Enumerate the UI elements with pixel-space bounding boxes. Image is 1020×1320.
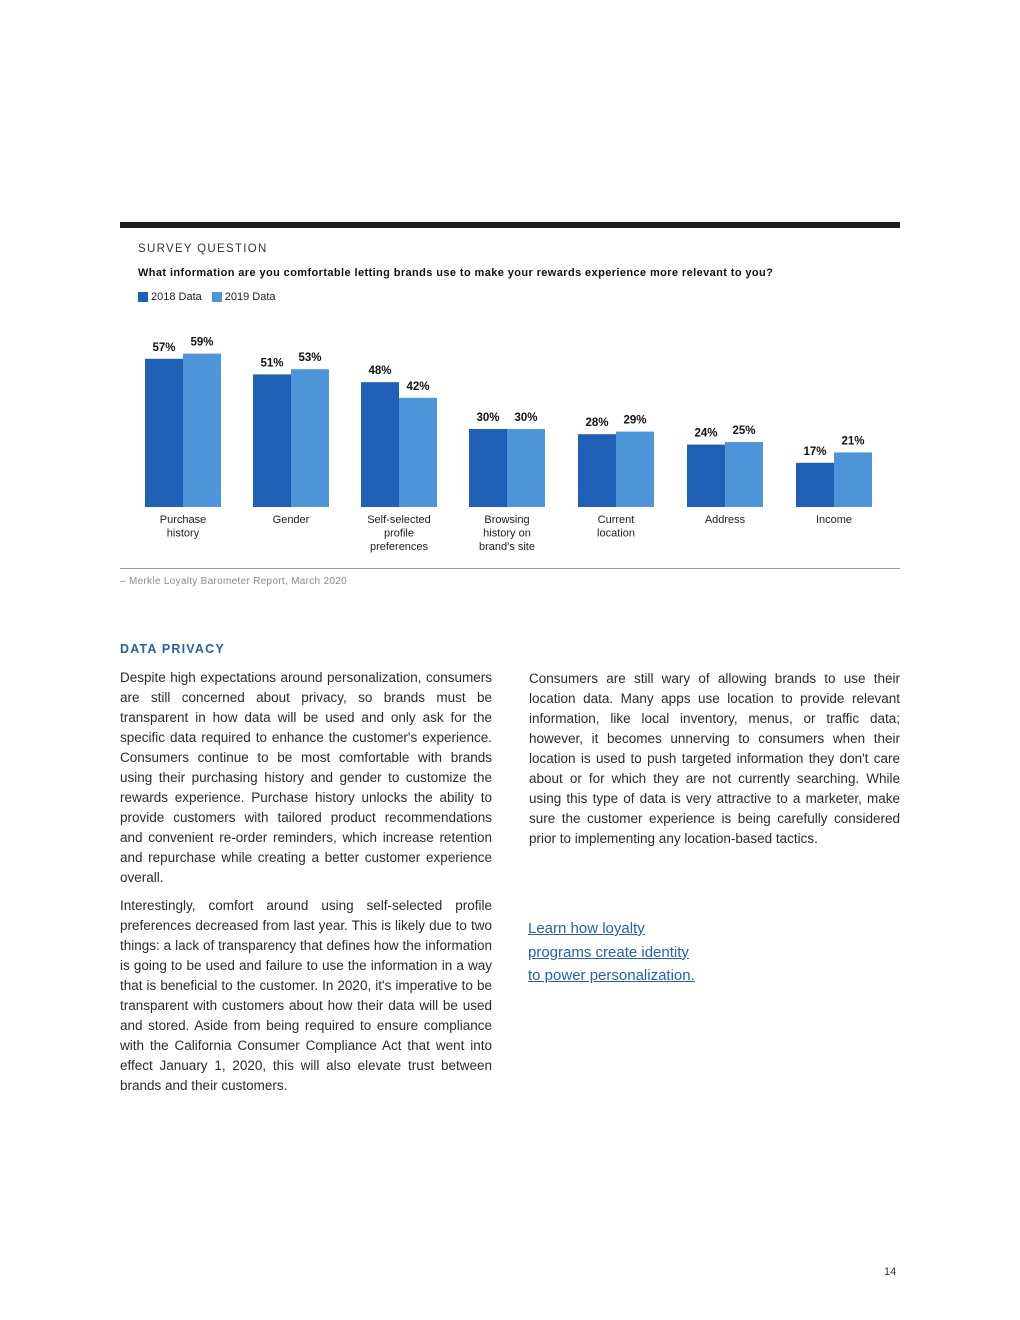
bar-4-1 [616,432,654,507]
bar-5-0 [687,445,725,507]
data-label-5-0: 24% [694,427,718,440]
bar-0-0 [145,359,183,507]
category-label-line: Income [815,514,853,526]
category-label-line: brand's site [479,541,535,553]
survey-question: What information are you comfortable letting brands use to make your rewards experience more relevant to you? [138,267,774,279]
data-label-2-0: 48% [368,365,392,378]
paragraph-location: Consumers are still wary of allowing brands to use their location data. Many apps use location to provide relevant information, like local inventory, menus, or traffic data; however, it becomes unnerving to consumers when their location is used to push targeted information they don't care about or for which they are not currently searching. While using this type of data is very attractive to a marketer, make sure the customer experience is being carefully considered prior to implementing any location-based tactics. [529,671,900,846]
category-label-1 [273,514,310,526]
bar-4-0 [578,434,616,507]
category-label-line: Self-selected [367,514,431,526]
section-heading: DATA PRIVACY [120,642,225,656]
category-label-line: preferences [369,541,429,553]
data-label-6-1: 21% [841,435,865,448]
bar-6-1 [834,452,872,507]
bar-0-1 [183,354,221,507]
data-label-3-0: 30% [476,412,500,424]
page-number: 14 [884,1266,897,1278]
bar-1-0 [253,374,291,507]
survey-eyebrow: SURVEY QUESTION [138,243,268,255]
category-label-line: history [166,527,200,540]
category-label-line: Gender [272,514,310,526]
source-citation: – Merkle Loyalty Barometer Report, March 2020 [120,576,347,587]
category-label-5 [705,514,746,526]
data-label-4-0: 28% [585,417,609,430]
bar-3-0 [469,429,507,507]
paragraph-personalization: Despite high expectations around personalization, consumers are still concerned about privacy, so brands must be transparent in how data will be used and only ask for the specific data required to enhance the customer's experience. Consumers continue to be most comfortable with brands using their purchasing history and gender to customize the rewards experience. Purchase history unlocks the ability to provide customers with tailored product recommendations and convenient re-order reminders, which increase retention and repurchase while creating a better customer experience overall. [120,670,492,885]
category-label-0 [160,514,206,540]
category-label-line: Address [704,514,746,526]
category-label-4 [597,514,635,540]
bar-1-1 [291,369,329,507]
category-label-6 [816,514,852,526]
paragraph-self-selected: Interestingly, comfort around using self-selected profile preferences decreased from last year. This is likely due to two things: a lack of transparency that defines how the information is going to be used and failure to use the information in a way that is beneficial to the customer. In 2020, it's imperative to be transparent with customers about how their data will be used and stored. Aside from being required to ensure compliance with the California Consumer Compliance Act that went into effect January 1, 2020, this will also elevate trust between brands and their customers. [120,898,492,1093]
bar-3-1 [507,429,545,507]
category-label-2 [367,514,431,553]
data-label-4-1: 29% [623,414,647,427]
data-label-5-1: 25% [732,425,756,437]
bar-2-1 [399,398,437,507]
bar-2-0 [361,382,399,507]
right-column [529,669,900,857]
left-column [120,668,492,1104]
data-label-3-1: 30% [514,412,538,424]
category-label-line: history on [483,527,531,540]
category-label-line: Purchase [159,514,207,526]
category-label-line: Browsing [484,514,530,526]
bar-6-0 [796,463,834,507]
data-label-1-1: 53% [298,352,322,365]
category-label-line: location [597,527,635,540]
legend-label-2019: 2019 Data [224,291,276,303]
bottom-rule [120,568,900,569]
data-label-2-1: 42% [406,380,430,393]
category-label-line: profile [384,527,414,540]
data-label-0-0: 57% [152,341,176,354]
category-label-line: Current [597,514,635,526]
bar-chart [0,0,1020,570]
data-label-0-1: 59% [190,336,214,349]
legend-label-2018: 2018 Data [151,291,202,303]
data-label-1-0: 51% [260,357,284,370]
learn-more-link[interactable]: Learn how loyalty programs create identity to power personalization. [528,920,695,984]
bar-5-1 [725,442,763,507]
category-label-3 [479,514,535,553]
data-label-6-0: 17% [803,445,827,458]
